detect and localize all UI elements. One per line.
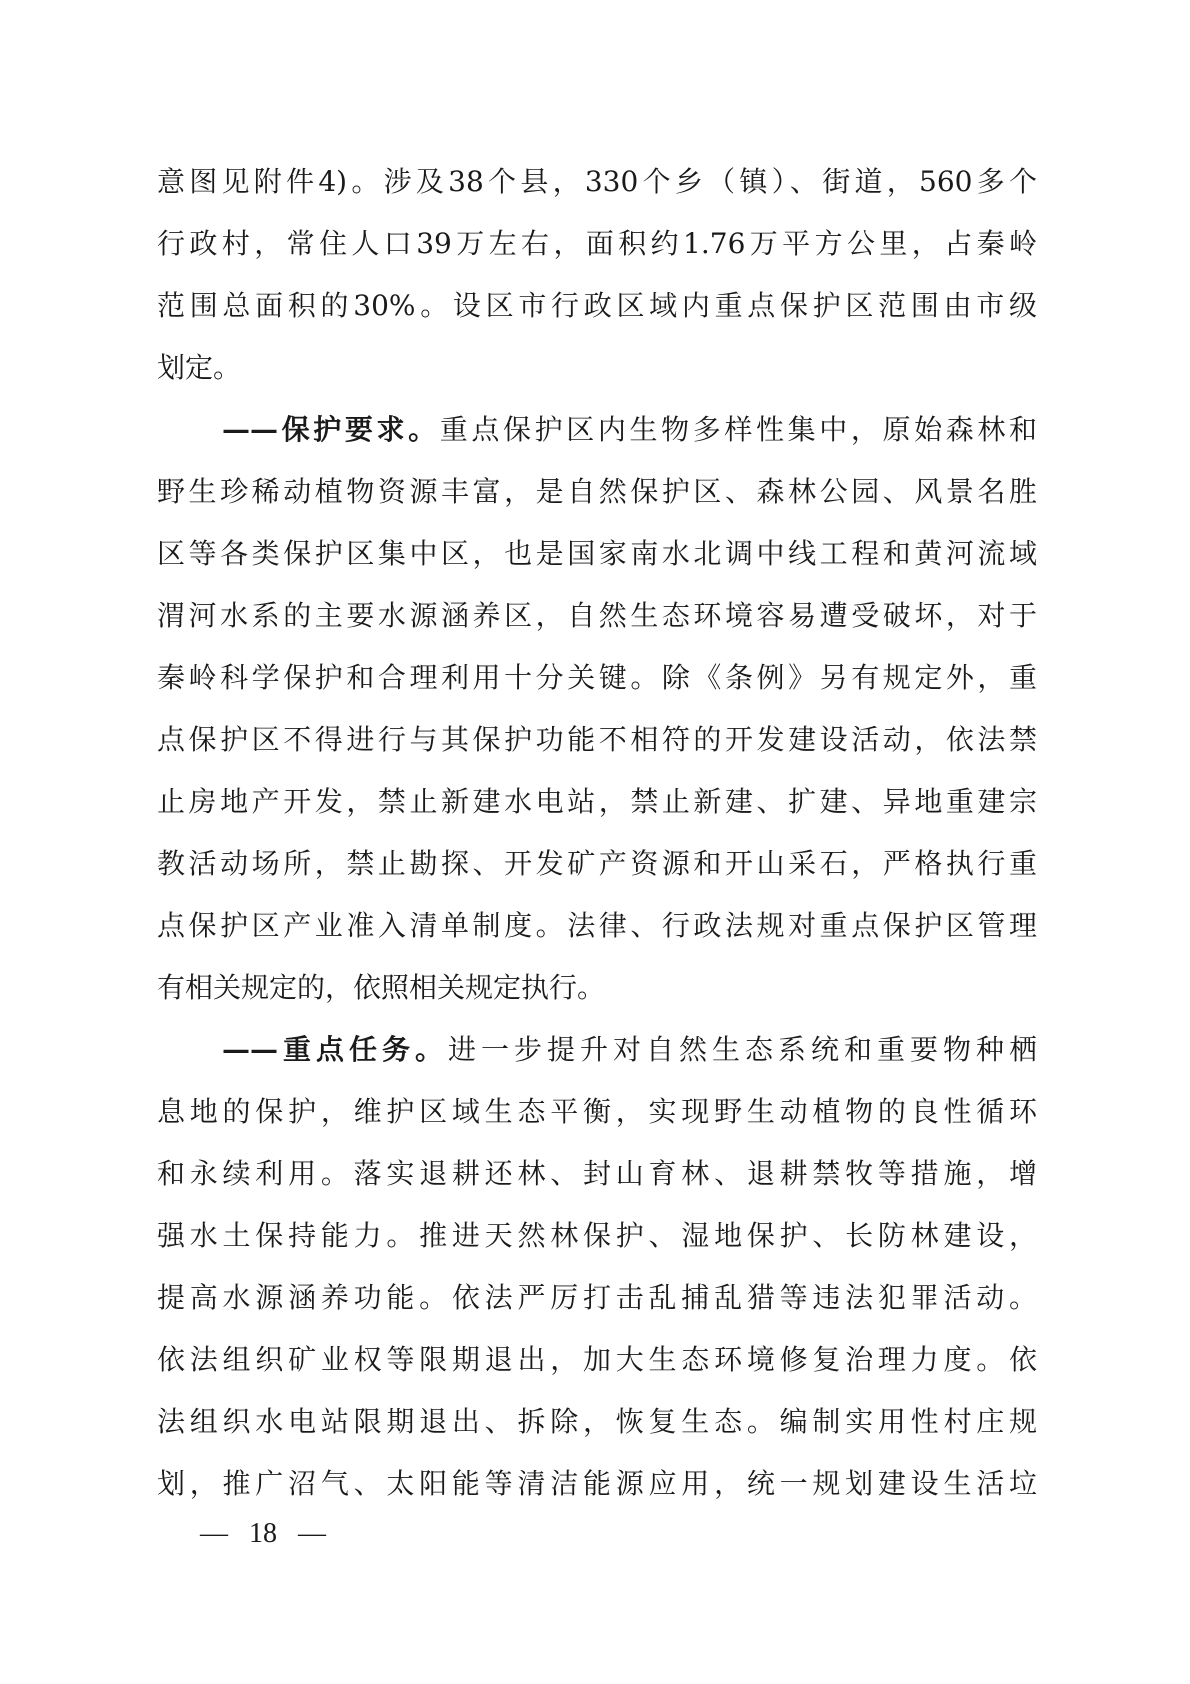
paragraph-2-line-1-text: 重点保护区内生物多样性集中，原始森林和 <box>439 413 1037 446</box>
paragraph-3-line-2: 息地的保护，维护区域生态平衡，实现野生动植物的良性循环 <box>157 1095 1037 1128</box>
paragraph-3-heading: ——重点任务。 <box>222 1033 448 1066</box>
paragraph-2-line-2: 野生珍稀动植物资源丰富，是自然保护区、森林公园、风景名胜 <box>157 475 1037 508</box>
page-number <box>197 1512 329 1556</box>
page-number-dash-left: — <box>200 1518 228 1549</box>
page-number-dash-right: — <box>298 1518 326 1549</box>
paragraph-2-heading: ——保护要求。 <box>222 413 440 446</box>
paragraph-3-line-7: 法组织水电站限期退出、拆除，恢复生态。编制实用性村庄规 <box>157 1405 1037 1438</box>
paragraph-2-line-4: 渭河水系的主要水源涵养区，自然生态环境容易遭受破坏，对于 <box>157 599 1037 632</box>
paragraph-2-line-1 <box>222 397 1037 463</box>
paragraph-1-line-1: 意图见附件4)。涉及38个县，330个乡（镇）、街道，560多个 <box>157 165 1037 198</box>
paragraph-3-line-1 <box>222 1017 1037 1083</box>
paragraph-1-line-2: 行政村，常住人口39万左右，面积约1.76万平方公里，占秦岭 <box>157 227 1037 260</box>
paragraph-1-line-3: 范围总面积的30%。设区市行政区域内重点保护区范围由市级 <box>157 289 1037 322</box>
paragraph-2-line-10: 有相关规定的，依照相关规定执行。 <box>157 971 606 1004</box>
paragraph-3-line-6: 依法组织矿业权等限期退出，加大生态环境修复治理力度。依 <box>157 1343 1037 1376</box>
paragraph-2-line-8: 教活动场所，禁止勘探、开发矿产资源和开山采石，严格执行重 <box>157 847 1037 880</box>
paragraph-3-line-5: 提高水源涵养功能。依法严厉打击乱捕乱猎等违法犯罪活动。 <box>157 1281 1037 1314</box>
paragraph-3-line-8: 划，推广沼气、太阳能等清洁能源应用，统一规划建设生活垃 <box>157 1467 1037 1500</box>
paragraph-2-line-6: 点保护区不得进行与其保护功能不相符的开发建设活动，依法禁 <box>157 723 1037 756</box>
paragraph-2-line-3: 区等各类保护区集中区，也是国家南水北调中线工程和黄河流域 <box>157 537 1037 570</box>
paragraph-3-line-3: 和永续利用。落实退耕还林、封山育林、退耕禁牧等措施，增 <box>157 1157 1037 1190</box>
page-number-value: 18 <box>249 1518 277 1549</box>
paragraph-3-line-1-text: 进一步提升对自然生态系统和重要物种栖 <box>448 1033 1037 1066</box>
paragraph-2-line-9: 点保护区产业准入清单制度。法律、行政法规对重点保护区管理 <box>157 909 1037 942</box>
paragraph-2-line-5: 秦岭科学保护和合理利用十分关键。除《条例》另有规定外，重 <box>157 661 1037 694</box>
paragraph-1-line-4: 划定。 <box>157 351 242 384</box>
paragraph-3-line-4: 强水土保持能力。推进天然林保护、湿地保护、长防林建设， <box>157 1219 1037 1252</box>
paragraph-2-line-7: 止房地产开发，禁止新建水电站，禁止新建、扩建、异地重建宗 <box>157 785 1037 818</box>
